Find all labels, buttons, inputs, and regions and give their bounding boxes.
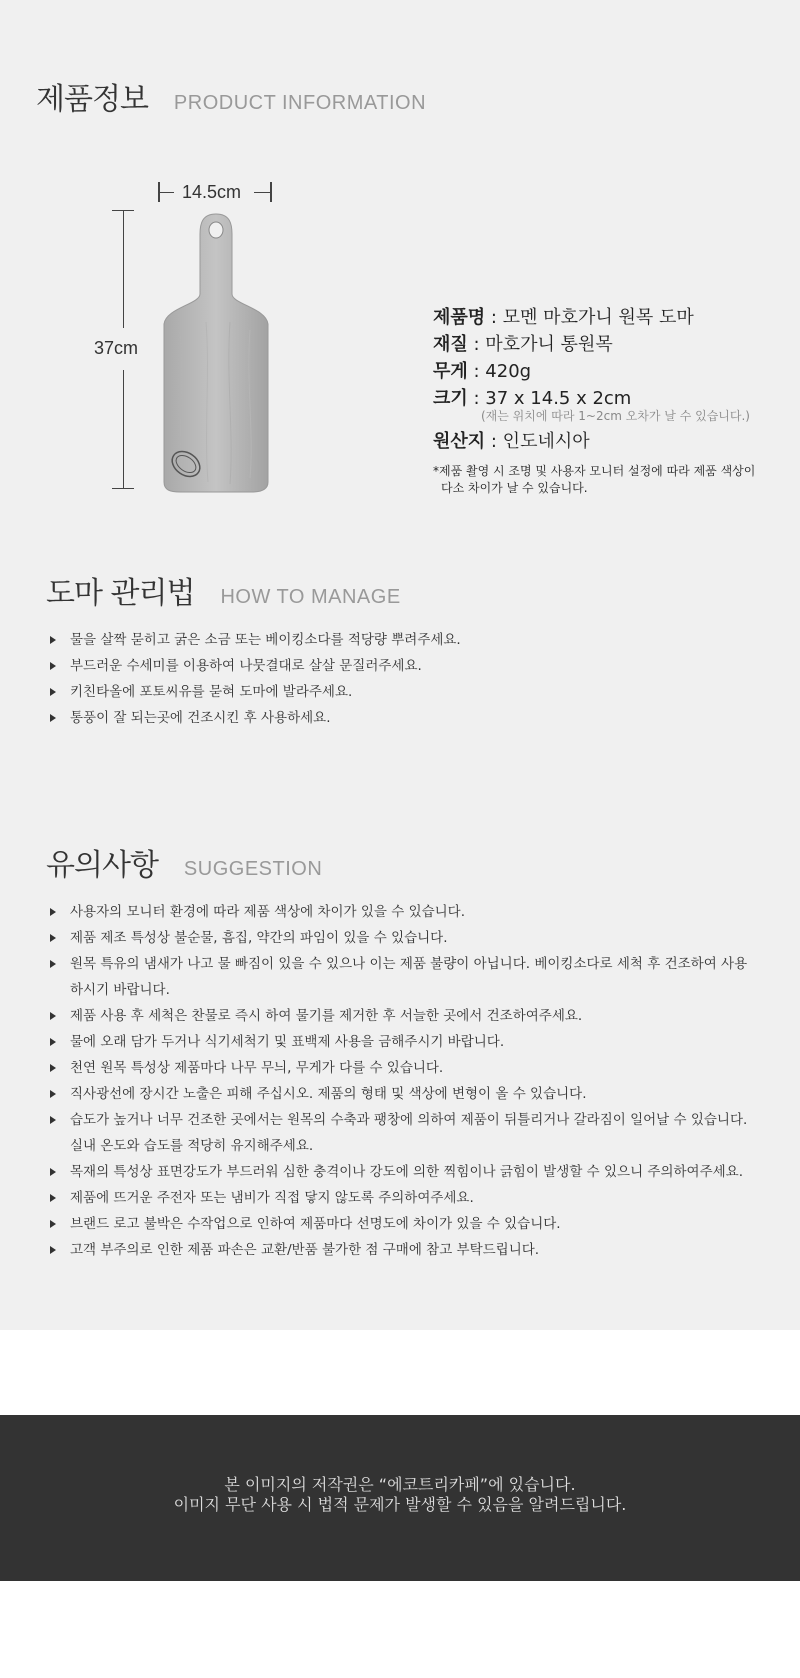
suggestion-title-ko: 유의사항 (46, 848, 158, 883)
list-item: 제품에 뜨거운 주전자 또는 냄비가 직접 닿지 않도록 주의하여주세요. (50, 1185, 760, 1211)
list-item: 목재의 특성상 표면강도가 부드러워 심한 충격이나 강도에 의한 찍힘이나 긁힘이 발생할 수 있으니 주의하여주세요. (50, 1159, 760, 1185)
width-label: 14.5cm (182, 182, 242, 202)
manage-title-en: HOW TO MANAGE (220, 586, 401, 608)
suggestion-title-en: SUGGESTION (183, 858, 323, 880)
spec-origin: 원산지 : 인도네시아 (433, 431, 590, 452)
height-label: 37cm (94, 338, 139, 358)
list-item: 브랜드 로고 불박은 수작업으로 인하여 제품마다 선명도에 차이가 있을 수 있습니다. (50, 1211, 760, 1237)
spec-material: 재질 : 마호가니 통원목 (433, 334, 613, 355)
spec-weight: 무게 : 420g (433, 361, 532, 382)
copyright-text: 본 이미지의 저작권은 “에코트리카페”에 있습니다. 이미지 무단 사용 시 법적 문제가 발생할 수 있음을 알려드립니다. (173, 1475, 627, 1514)
cutting-board-image (160, 212, 272, 494)
product-image-area (0, 170, 400, 500)
list-item: 물을 살짝 묻히고 굵은 소금 또는 베이킹소다를 적당량 뿌려주세요. (50, 627, 760, 653)
manage-list (50, 627, 760, 731)
width-dimension (158, 180, 272, 202)
spec-size: 크기 : 37 x 14.5 x 2cm (433, 388, 632, 409)
list-item: 키친타올에 포토씨유를 묻혀 도마에 발라주세요. (50, 679, 760, 705)
manage-title-ko: 도마 관리법 (46, 576, 195, 611)
list-item: 부드러운 수세미를 이용하여 나뭇결대로 살살 문질러주세요. (50, 653, 760, 679)
size-note: (재는 위치에 따라 1~2cm 오차가 날 수 있습니다.) (481, 409, 750, 423)
manage-heading (46, 568, 401, 612)
product-info-heading (36, 74, 426, 118)
spec-name: 제품명 : 모멘 마호가니 원목 도마 (433, 307, 694, 328)
list-item: 직사광선에 장시간 노출은 피해 주십시오. 제품의 형태 및 색상에 변형이 올 수 있습니다. (50, 1081, 760, 1107)
list-item: 천연 원목 특성상 제품마다 나무 무늬, 무게가 다를 수 있습니다. (50, 1055, 760, 1081)
list-item: 제품 사용 후 세척은 찬물로 즉시 하여 물기를 제거한 후 서늘한 곳에서 건조하여주세요. (50, 1003, 760, 1029)
list-item: 사용자의 모니터 환경에 따라 제품 색상에 차이가 있을 수 있습니다. (50, 899, 760, 925)
product-info-title-ko: 제품정보 (36, 82, 148, 117)
suggestion-heading (46, 840, 322, 884)
suggestion-list (50, 899, 760, 1263)
list-item: 통풍이 잘 되는곳에 건조시킨 후 사용하세요. (50, 705, 760, 731)
list-item: 습도가 높거나 너무 건조한 곳에서는 원목의 수축과 팽창에 의하여 제품이 뒤틀리거나 갈라짐이 일어날 수 있습니다. 실내 온도와 습도를 적당히 유지해주세요. (50, 1107, 760, 1159)
list-item: 원목 특유의 냄새가 나고 물 빠짐이 있을 수 있으나 이는 제품 불량이 아닙니다. 베이킹소다로 세척 후 건조하여 사용하시기 바랍니다. (50, 951, 760, 1003)
list-item: 고객 부주의로 인한 제품 파손은 교환/반품 불가한 점 구매에 참고 부탁드립니다. (50, 1237, 760, 1263)
product-spec-list (433, 304, 783, 497)
product-info-title-en: PRODUCT INFORMATION (173, 92, 427, 114)
list-item: 제품 제조 특성상 불순물, 흠집, 약간의 파임이 있을 수 있습니다. (50, 925, 760, 951)
copyright-footer (0, 1415, 800, 1581)
list-item: 물에 오래 담가 두거나 식기세척기 및 표백제 사용을 금해주시기 바랍니다. (50, 1029, 760, 1055)
color-caution: *제품 촬영 시 조명 및 사용자 모니터 설정에 따라 제품 색상이 다소 차이가 날 수 있습니다. (433, 464, 756, 495)
